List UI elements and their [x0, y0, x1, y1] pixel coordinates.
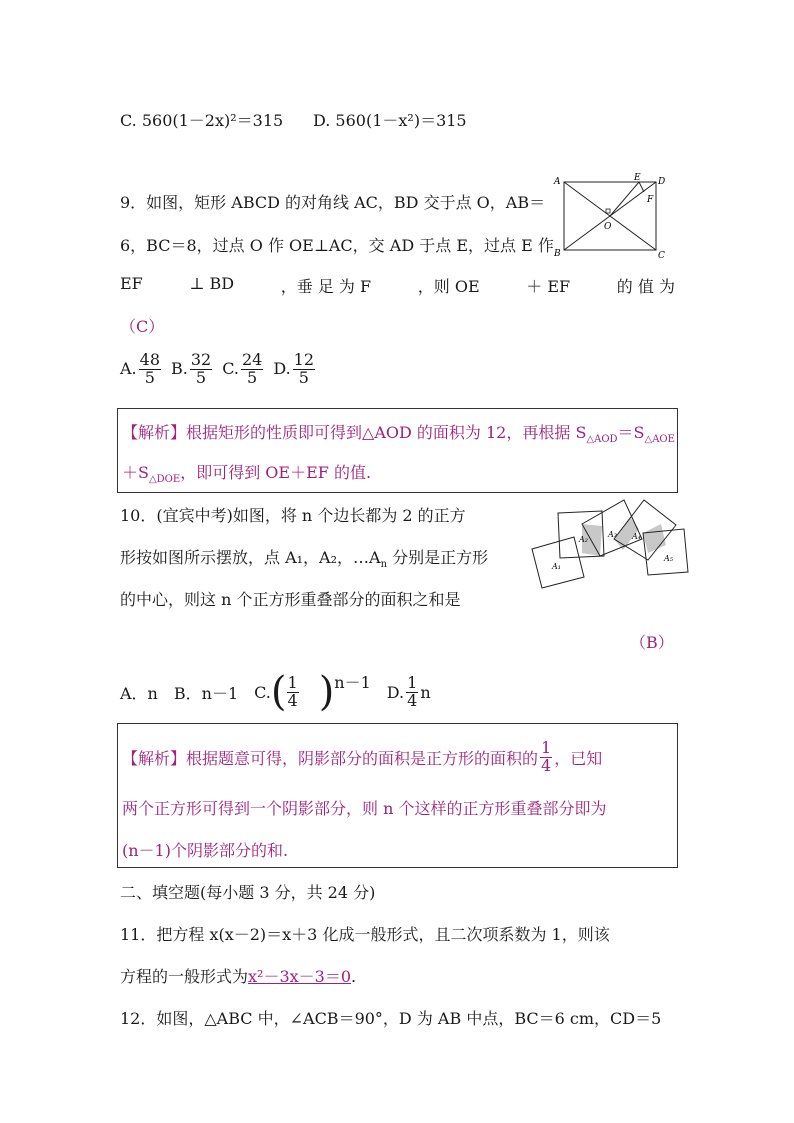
analysis-tag: 【解析】 — [122, 748, 187, 768]
q9-option-b: B. $\frac{32}{5}$ — [171, 350, 212, 387]
label-f: F — [647, 195, 654, 205]
label-e: E — [634, 173, 641, 183]
q10-analysis-line1: 【解析】 根据题意可得，阴影部分的面积是正方形的面积的 $\frac{1}{4}$ ，已知 — [122, 738, 603, 775]
left-paren: ( — [270, 669, 287, 715]
q9-line3-part: EF — [120, 274, 143, 293]
q8-option-d: D. 560(1－x²)＝315 — [313, 111, 467, 130]
q9-line1: 9．如图，矩形 ABCD 的对角线 AC，BD 交于点 O，AB＝ — [120, 193, 546, 212]
label-o: O — [604, 222, 612, 232]
q9-line3-part: 的 值 为 — [616, 277, 675, 296]
q9-line3 — [120, 274, 675, 297]
q9-analysis-line2: $+S_{\triangle DOE}$，即可得到 OE＋EF 的值. — [122, 463, 372, 486]
q10-line3: 的中心，则这 n 个正方形重叠部分的面积之和是 — [120, 590, 461, 609]
q11-answer: x²－3x－3＝0 — [248, 967, 352, 986]
q10-analysis-line2: 两个正方形可得到一个阴影部分，则 n 个这样的正方形重叠部分即为 — [122, 799, 607, 818]
label-d: D — [658, 177, 666, 187]
q12-line1: 12．如图，△ABC 中，∠ACB＝90°，D 为 AB 中点，BC＝6 cm，CD＝5 — [120, 1009, 662, 1028]
q10-answer: （B） — [630, 633, 674, 652]
q10-line2: 形按如图所示摆放，点 A₁，A₂，$\dots A_n$ 分别是正方形 — [120, 548, 489, 571]
section-heading: 二、填空题(每小题 3 分，共 24 分) — [120, 883, 376, 902]
q10-analysis-line3: (n－1)个阴影部分的和. — [122, 841, 289, 860]
q8-option-c: C. 560(1－2x)²＝315 — [120, 111, 284, 130]
label-a: A — [554, 177, 561, 187]
squares-diagram — [528, 493, 692, 593]
label-a4: A₄ — [632, 532, 641, 541]
q11-line2: 方程的一般形式为x²－3x－3＝0. — [120, 967, 357, 986]
label-a2: A₂ — [579, 535, 588, 544]
rectangle-diagram — [548, 172, 678, 262]
q10-option-c: C. ( $\frac{1}{4}$ ) n－1 — [254, 669, 371, 715]
q9-option-c: C. $\frac{24}{5}$ — [222, 350, 263, 387]
q10-option-d: D. $\frac{1}{4}$ n — [386, 672, 431, 710]
q9-line3-part: ，则 OE — [417, 277, 480, 296]
q9-line2: 6，BC＝8，过点 O 作 OE⊥AC，交 AD 于点 E，过点 E 作 — [120, 236, 554, 255]
q10-line1: 10．(宜宾中考)如图，将 n 个边长都为 2 的正方 — [120, 506, 466, 525]
q9-option-d: D. $\frac{12}{5}$ — [273, 350, 315, 387]
q10-option-b: B．n－1 — [173, 683, 239, 703]
q9-analysis-line1: 【解析】根据矩形的性质即可得到△AOD 的面积为 12，再根据 $S_{\triangle AOD}=S_{\triangle AOE}$ — [122, 423, 675, 446]
right-paren: ) — [318, 669, 335, 715]
q11-line1: 11．把方程 x(x－2)＝x＋3 化成一般形式，且二次项系数为 1，则该 — [120, 925, 610, 944]
label-a3: A₃ — [608, 530, 617, 539]
q9-line3-part: ，垂 足 为 F — [280, 277, 372, 296]
analysis-tag: 【解析】 — [122, 423, 187, 442]
q10-options — [120, 669, 431, 715]
label-a1: A₁ — [552, 562, 561, 571]
q9-line3-part: ＋ EF — [526, 277, 571, 296]
q10-option-a: A．n — [120, 683, 158, 703]
label-b: B — [554, 249, 561, 259]
label-a5: A₅ — [664, 554, 673, 563]
q9-line3-part: ⊥ BD — [189, 274, 235, 293]
label-c: C — [658, 251, 665, 261]
q9-options — [120, 352, 317, 387]
q9-option-a: A. $\frac{48}{5}$ — [120, 350, 160, 387]
q9-answer: （C） — [120, 317, 165, 336]
